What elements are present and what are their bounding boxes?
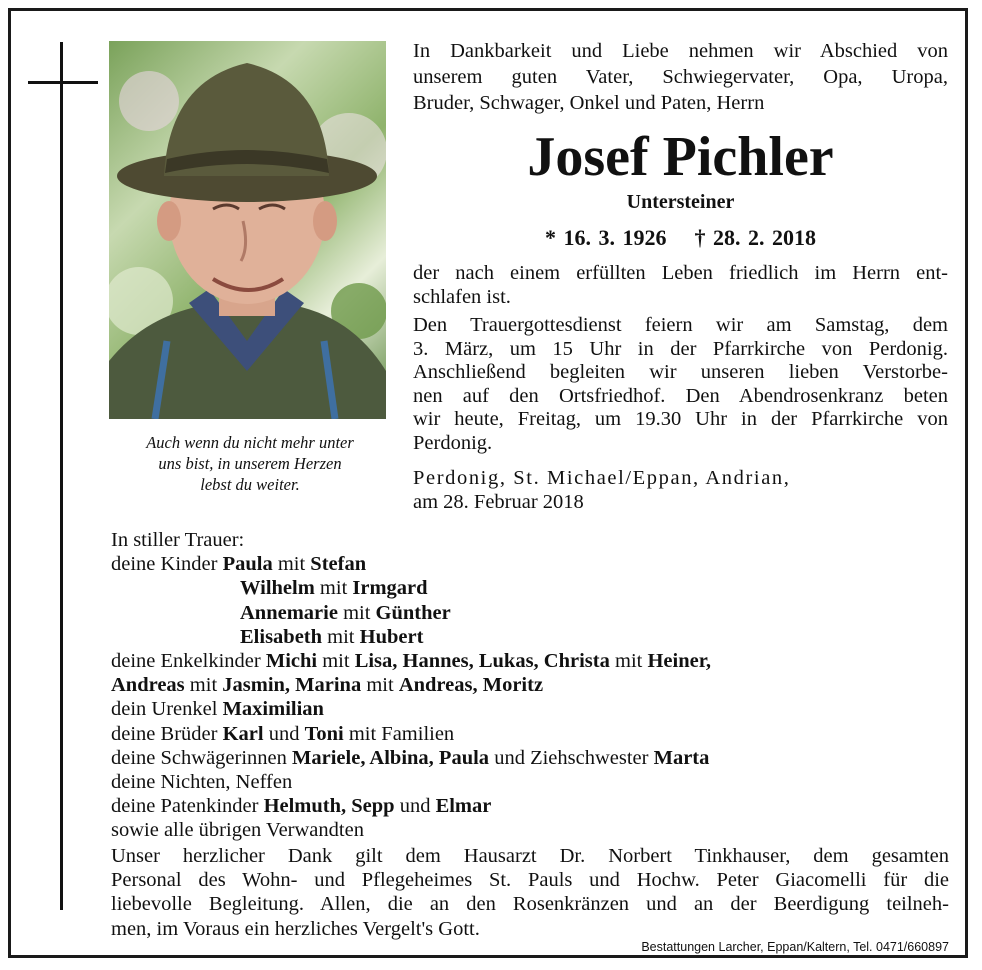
children-label: deine Kinder (111, 553, 218, 576)
with-word: mit (319, 577, 348, 600)
foster-sister-name: Marta (653, 746, 710, 769)
funeral-home-footer: Bestattungen Larcher, Eppan/Kaltern, Tel. 0471/660897 (641, 940, 949, 954)
portrait-photo (109, 41, 386, 419)
godchild-name: Elmar (435, 795, 492, 818)
foster-sister-label: und Ziehschwester (494, 746, 649, 769)
grandchild-names: Jasmin, Marina (222, 674, 362, 697)
godchildren-names: Helmuth, Sepp (263, 795, 395, 818)
cross-icon-vertical (60, 42, 63, 910)
grandchildren-row (111, 649, 951, 673)
children-row (111, 625, 951, 649)
and-word: und (268, 722, 300, 745)
partner-name: Günther (375, 601, 451, 624)
grandchild-name: Michi (265, 650, 318, 673)
cross-icon-horizontal (28, 81, 98, 84)
godchildren-row (111, 794, 951, 818)
caption-line: lebst du weiter. (200, 475, 300, 494)
children-row (111, 576, 951, 600)
sisters-in-law-row (111, 746, 951, 770)
relatives-row: sowie alle übrigen Verwandten (111, 819, 364, 842)
partner-name: Hubert (359, 625, 424, 648)
with-word: mit (615, 650, 643, 673)
caption-line: Auch wenn du nicht mehr unter (146, 433, 354, 452)
sisters-in-law-label: deine Schwägerinnen (111, 746, 287, 769)
child-name: Paula (222, 553, 273, 576)
with-word: mit (322, 650, 350, 673)
brother-name: Karl (222, 722, 264, 745)
with-word: mit (327, 625, 355, 648)
thanks-line: men, im Voraus ein herzliches Vergelt's Gott. (111, 917, 480, 940)
families-text: mit Familien (348, 722, 455, 745)
sisters-in-law-names: Mariele, Albina, Paula (292, 746, 490, 769)
brothers-row (111, 722, 951, 746)
brothers-label: deine Brüder (111, 722, 218, 745)
photo-caption (109, 432, 391, 495)
child-name: Annemarie (240, 601, 338, 624)
portrait-illustration (109, 41, 386, 419)
place-line: Perdonig, St. Michael/Eppan, Andrian, (413, 467, 791, 489)
paragraph-line: Den Trauergottesdienst feiern wir am Samstag, dem (413, 314, 948, 336)
paragraph-line: nen auf den Ortsfriedhof. Den Abendrosenkranz beten (413, 384, 948, 407)
child-name: Wilhelm (240, 577, 315, 600)
and-word: und (399, 795, 431, 818)
intro-line: In Dankbarkeit und Liebe nehmen wir Abschied von (413, 40, 948, 62)
great-grandchild-label: dein Urenkel (111, 698, 218, 721)
paragraph-line: schlafen ist. (413, 285, 511, 308)
intro-line: unserem guten Vater, Schwiegervater, Opa, Uropa, (413, 66, 948, 88)
date-line: am 28. Februar 2018 (413, 491, 584, 513)
paragraph-line: Perdonig. (413, 431, 493, 454)
grandchild-names: Andreas, Moritz (398, 674, 544, 697)
nieces-row: deine Nichten, Neffen (111, 771, 293, 794)
mourners-list (111, 528, 951, 843)
deceased-nickname: Untersteiner (626, 191, 735, 213)
child-name: Elisabeth (240, 625, 323, 648)
great-grandchild-name: Maximilian (222, 698, 324, 721)
life-dates (413, 224, 948, 252)
thanks-line: Personal des Wohn- und Pflegeheimes St. Pauls und Hochw. Peter Giacomelli für die (111, 869, 949, 892)
grandchildren-label: deine Enkelkinder (111, 650, 261, 673)
deceased-name: Josef Pichler (527, 126, 834, 188)
grandchild-partner: Heiner, (647, 650, 712, 673)
partner-name: Stefan (310, 553, 367, 576)
grandchildren-row (111, 673, 951, 697)
grandchild-name: Andreas (111, 674, 185, 697)
mourning-heading: In stiller Trauer: (111, 529, 245, 551)
with-word: mit (189, 674, 218, 697)
partner-name: Irmgard (352, 577, 428, 600)
great-grandchild-row (111, 697, 951, 721)
passing-paragraph (413, 262, 948, 309)
intro-text (413, 38, 948, 116)
thanks-paragraph (111, 844, 949, 941)
death-date: † 28. 2. 2018 (694, 225, 816, 250)
paragraph-line: wir heute, Freitag, um 19.30 Uhr in der Pfarrkirche von (413, 408, 948, 430)
with-word: mit (343, 601, 371, 624)
children-row (111, 601, 951, 625)
intro-line: Bruder, Schwager, Onkel und Paten, Herrn (413, 92, 765, 114)
grandchild-names: Lisa, Hannes, Lukas, Christa (354, 650, 610, 673)
paragraph-line: Anschließend begleiten wir unseren lieben Verstorbe- (413, 361, 948, 383)
brother-name: Toni (304, 722, 344, 745)
birth-date: * 16. 3. 1926 (545, 225, 667, 250)
children-row (111, 552, 951, 576)
thanks-line: Unser herzlicher Dank gilt dem Hausarzt Dr. Norbert Tinkhauser, dem gesamten (111, 845, 949, 867)
paragraph-line: 3. März, um 15 Uhr in der Pfarrkirche von Perdonig. (413, 337, 948, 360)
thanks-line: liebevolle Begleitung. Allen, die an den Rosenkränzen und an der Beerdigung teilneh- (111, 893, 949, 916)
with-word: mit (366, 674, 394, 697)
caption-line: uns bist, in unserem Herzen (158, 454, 342, 473)
place-and-date (413, 466, 883, 514)
with-word: mit (277, 553, 306, 576)
godchildren-label: deine Patenkinder (111, 795, 259, 818)
service-paragraph (413, 314, 948, 455)
paragraph-line: der nach einem erfüllten Leben friedlich im Herrn ent- (413, 262, 948, 284)
